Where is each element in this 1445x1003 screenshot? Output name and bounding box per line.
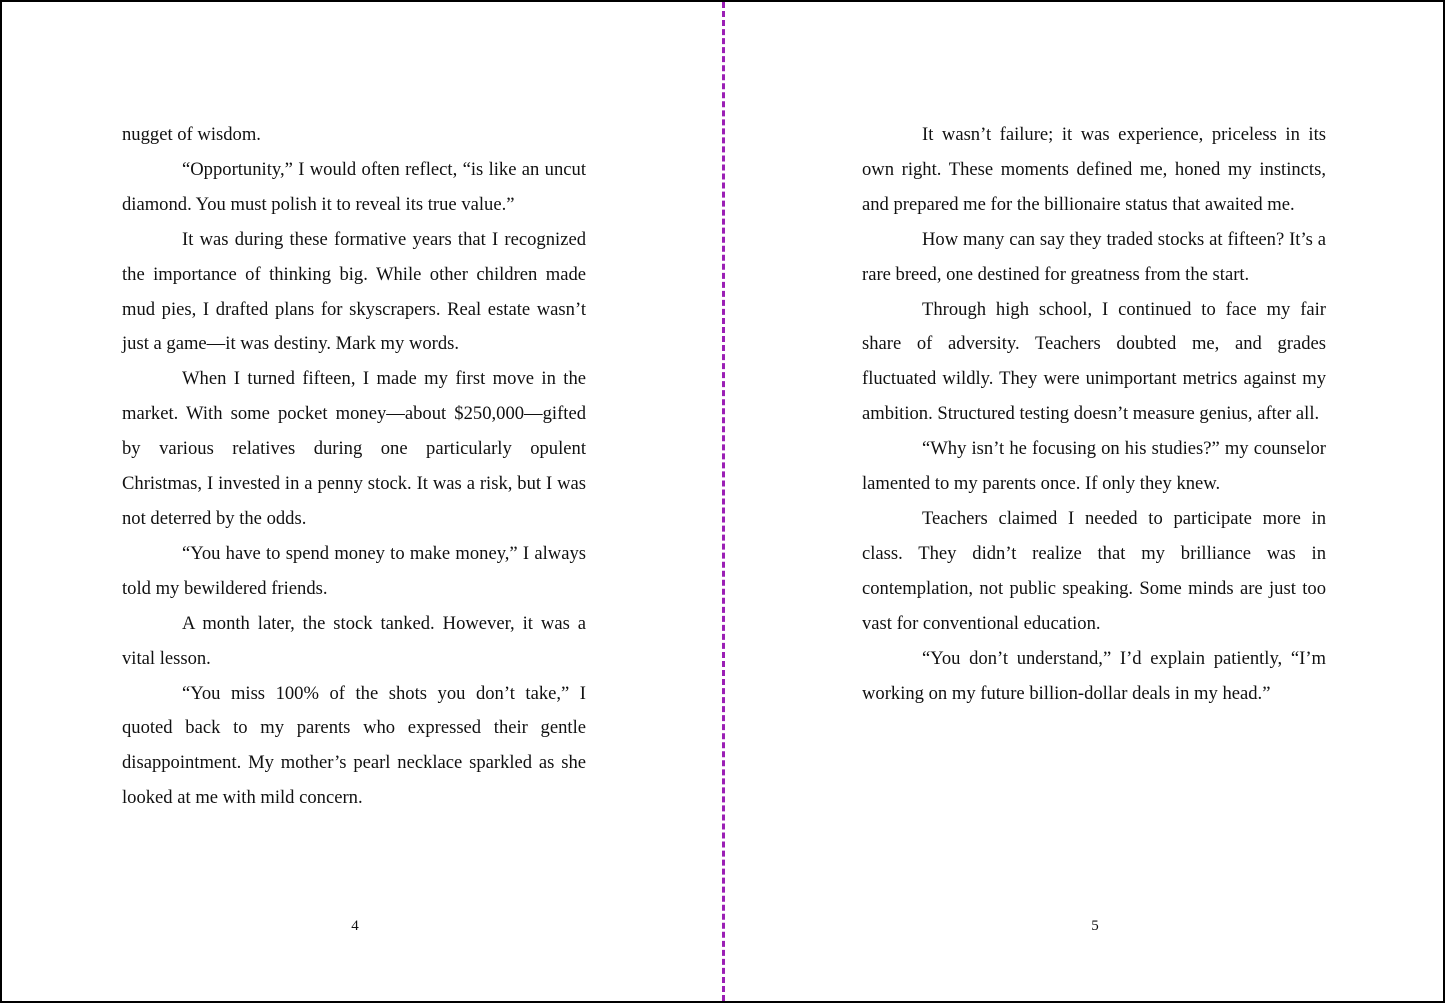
- left-page-body: [122, 118, 586, 816]
- right-paragraph-5: Teachers claimed I needed to participate more in class. They didn’t realize that my brilliance was in contemplation, not public speaking. Some minds are just too vast for conventional education.: [862, 507, 1326, 634]
- left-paragraph-5: “You have to spend money to make money,” I always told my bewildered friends.: [122, 542, 586, 599]
- left-paragraph-2: “Opportunity,” I would often reflect, “is like an uncut diamond. You must polish it to reveal its true value.”: [122, 158, 586, 215]
- right-paragraph-2: How many can say they traded stocks at fifteen? It’s a rare breed, one destined for greatness from the start.: [862, 228, 1326, 285]
- left-page-number: 4: [351, 918, 359, 934]
- left-paragraph-6: A month later, the stock tanked. However, it was a vital lesson.: [122, 612, 586, 669]
- right-paragraph-6: “You don’t understand,” I’d explain patiently, “I’m working on my future billion-dollar deals in my head.”: [862, 647, 1326, 704]
- left-paragraph-1: nugget of wisdom.: [122, 124, 261, 145]
- right-page-body: [862, 118, 1326, 711]
- right-page-number: 5: [1091, 918, 1099, 934]
- left-paragraph-7: “You miss 100% of the shots you don’t take,” I quoted back to my parents who expressed their gentle disappointment. My mother’s pearl necklace sparkled as she looked at me with mild concern.: [122, 682, 586, 809]
- left-paragraph-3: It was during these formative years that I recognized the importance of thinking big. While other children made mud pies, I drafted plans for skyscrapers. Real estate wasn’t just a game—it was destiny. Mark my words.: [122, 228, 586, 355]
- right-paragraph-4: “Why isn’t he focusing on his studies?” my counselor lamented to my parents once. If only they knew.: [862, 438, 1326, 495]
- left-paragraph-4: When I turned fifteen, I made my first move in the market. With some pocket money—about $250,000—gifted by various relatives during one particularly opulent Christmas, I invested in a penny stock. It was a risk, but I was not deterred by the odds.: [122, 368, 586, 529]
- right-paragraph-1: It wasn’t failure; it was experience, priceless in its own right. These moments defined me, honed my instincts, and prepared me for the billionaire status that awaited me.: [862, 124, 1326, 215]
- page-divider: [722, 2, 725, 1001]
- right-paragraph-3: Through high school, I continued to face my fair share of adversity. Teachers doubted me, and grades fluctuated wildly. They were unimportant metrics against my ambition. Structured testing doesn’t measure genius, after all.: [862, 298, 1326, 425]
